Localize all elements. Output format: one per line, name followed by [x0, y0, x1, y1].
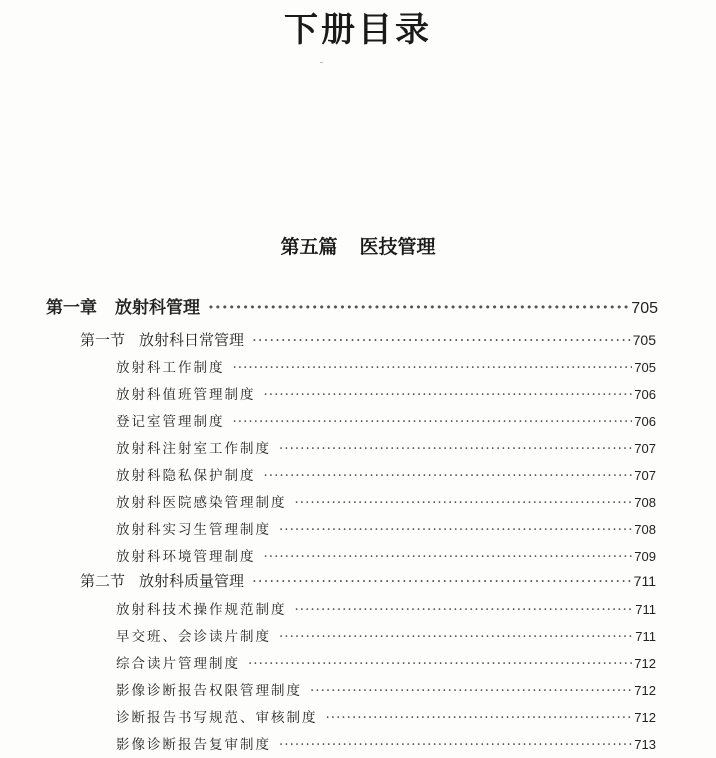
toc-item-entry[interactable]: [116, 679, 656, 699]
dot-leader: [310, 683, 632, 699]
section-page-number: 711: [633, 573, 656, 589]
chapter-name: 放射科管理: [115, 298, 200, 318]
toc-item-label: 影像诊断报告权限管理制度: [116, 683, 302, 699]
toc-item-label: 放射科环境管理制度: [116, 549, 256, 565]
toc-item-label: 放射科注射室工作制度: [116, 441, 271, 457]
dot-leader: [295, 602, 634, 618]
chapter-number: 第一章: [46, 298, 97, 318]
dot-leader: [326, 710, 633, 726]
dot-leader: [264, 549, 633, 565]
toc-item-page-number: 712: [634, 656, 656, 671]
section-name: 放射科质量管理: [139, 572, 245, 590]
dot-leader: [252, 331, 631, 349]
toc-item-label: 放射科工作制度: [116, 360, 225, 376]
part-number: 第五篇: [280, 236, 338, 258]
dot-leader: [279, 629, 633, 645]
toc-item-entry[interactable]: [116, 733, 656, 753]
toc-item-entry[interactable]: [116, 706, 656, 726]
section-page-number: 705: [632, 332, 656, 348]
toc-item-page-number: 709: [634, 549, 656, 564]
toc-item-page-number: 713: [634, 737, 656, 752]
dot-leader: [279, 737, 632, 753]
part-name: 医技管理: [359, 236, 436, 258]
toc-item-entry[interactable]: [116, 410, 656, 430]
toc-item-entry[interactable]: [116, 491, 656, 511]
toc-item-entry[interactable]: [116, 652, 656, 672]
toc-item-entry[interactable]: [116, 383, 656, 403]
toc-item-page-number: 708: [634, 522, 656, 537]
toc-item-label: 放射科隐私保护制度: [116, 468, 256, 484]
chapter-page-number: 705: [631, 300, 658, 317]
dot-leader: [264, 387, 633, 403]
toc-item-label: 放射科技术操作规范制度: [116, 602, 287, 618]
toc-item-page-number: 706: [634, 387, 656, 402]
toc-item-entry[interactable]: [116, 356, 656, 376]
toc-item-entry[interactable]: [116, 437, 656, 457]
section-name: 放射科日常管理: [139, 331, 245, 349]
toc-item-page-number: 706: [634, 414, 656, 429]
toc-item-page-number: 711: [635, 629, 656, 644]
section-number: 第二节: [80, 572, 126, 590]
toc-item-entry[interactable]: [116, 545, 656, 565]
toc-item-label: 诊断报告书写规范、审核制度: [116, 710, 318, 726]
toc-item-label: 登记室管理制度: [116, 414, 225, 430]
toc-item-page-number: 707: [634, 468, 656, 483]
toc-item-entry[interactable]: [116, 625, 656, 645]
dot-leader: [233, 414, 633, 430]
toc-item-page-number: 705: [634, 360, 656, 375]
toc-item-entry[interactable]: [116, 464, 656, 484]
dot-leader: [279, 441, 632, 457]
dot-leader: [233, 360, 633, 376]
dot-leader: [208, 298, 629, 318]
toc-item-label: 早交班、会诊读片制度: [116, 629, 271, 645]
toc-section-entry[interactable]: [80, 329, 656, 350]
toc-item-label: 影像诊断报告复审制度: [116, 737, 271, 753]
part-title: [0, 232, 716, 259]
dot-leader: [248, 656, 632, 672]
dot-leader: [252, 572, 632, 590]
toc-chapter-entry[interactable]: [46, 293, 658, 318]
toc-item-page-number: 708: [634, 495, 656, 510]
dot-leader: [264, 468, 633, 484]
toc-item-label: 综合读片管理制度: [116, 656, 240, 672]
toc-item-page-number: 707: [634, 441, 656, 456]
toc-item-page-number: 712: [634, 683, 656, 698]
dot-leader: [279, 522, 632, 538]
toc-item-label: 放射科实习生管理制度: [116, 522, 271, 538]
toc-item-entry[interactable]: [116, 598, 656, 618]
toc-item-page-number: 711: [635, 602, 656, 617]
section-number: 第一节: [80, 331, 126, 349]
toc-item-page-number: 712: [634, 710, 656, 725]
toc-item-label: 放射科医院感染管理制度: [116, 495, 287, 511]
toc-item-entry[interactable]: [116, 518, 656, 538]
page-title: 下册目录: [284, 10, 432, 50]
dot-leader: [295, 495, 633, 511]
toc-item-label: 放射科值班管理制度: [116, 387, 256, 403]
scan-speck: [320, 62, 323, 63]
toc-section-entry[interactable]: [80, 570, 656, 591]
